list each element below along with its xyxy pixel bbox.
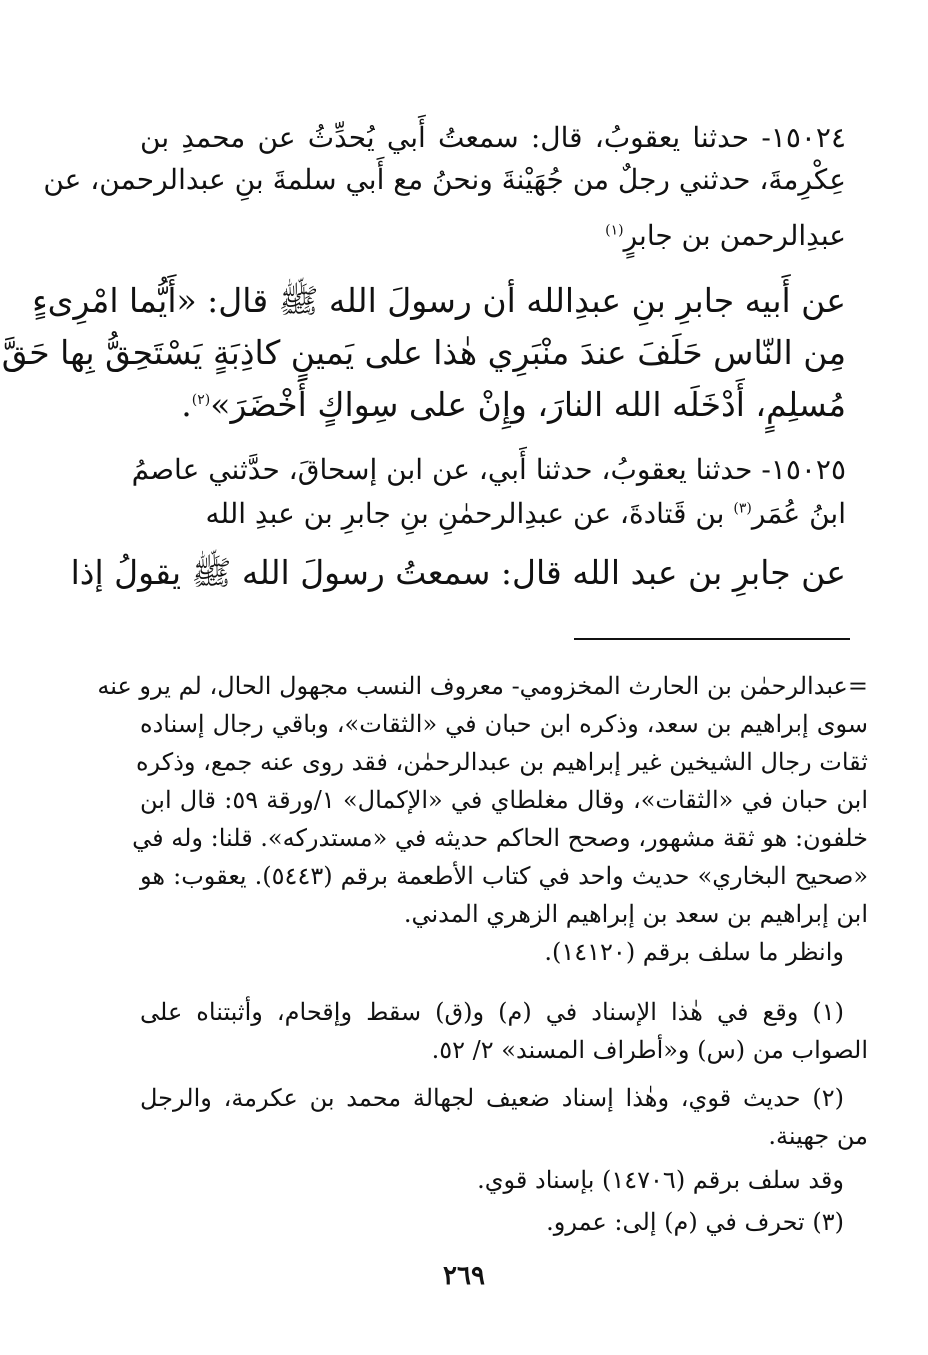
footnote-1-line-2: الصواب من (س) و«أطراف المسند» ٢/ ٥٢. bbox=[431, 1036, 868, 1064]
footnote-cont-line-6: «صحيح البخاري» حديث واحد في كتاب الأطعمة برقم (٥٤٤٣). يعقوب: هو bbox=[140, 862, 869, 890]
footnote-ref-2: (٢) bbox=[191, 392, 211, 408]
footnote-cont-tail: وانظر ما سلف برقم (١٤١٢٠). bbox=[544, 938, 844, 966]
hadith-15024-matn-line-2: مِن النّاس حَلَفَ عندَ منْبَرِي هٰذا على يَمينٍ كاذِبَةٍ يَسْتَحِقُّ بِها حَقَّ bbox=[1, 333, 846, 372]
footnote-2-line-2: من جهينة. bbox=[768, 1122, 868, 1150]
footnote-1-line-1: (١) وقع في هٰذا الإسناد في (م) و(ق) سقط وإقحام، وأثبتناه على bbox=[140, 998, 844, 1026]
footnote-cont-line-4: ابن حبان في «الثقات»، وقال مغلطاي في «الإكمال» ١/ورقة ٥٩: قال ابن bbox=[140, 786, 869, 814]
isnad-text-a: ابنُ عُمَر bbox=[751, 497, 846, 530]
isnad-text-b: بن قَتادةَ، عن عبدِالرحمٰنِ بنِ جابرِ بن عبدِ الله bbox=[205, 497, 734, 530]
footnote-2-tail: وقد سلف برقم (١٤٧٠٦) بإسناد قوي. bbox=[477, 1166, 844, 1194]
hadith-15024-isnad-line-1: ١٥٠٢٤- حدثنا يعقوبُ، قال: سمعتُ أَبي يُحدِّثُ عن محمدِ بن bbox=[140, 121, 846, 154]
footnote-ref-3: (٣) bbox=[733, 500, 752, 517]
hadith-15025-isnad-line-2 bbox=[140, 494, 846, 534]
isnad-text: عبدِالرحمن بن جابرٍ bbox=[623, 219, 846, 252]
footnote-2-line-1: (٢) حديث قوي، وهٰذا إسناد ضعيف لجهالة محمد بن عكرمة، والرجل bbox=[140, 1084, 844, 1112]
hadith-15024-isnad-line-2: عِكْرِمةَ، حدثني رجلٌ من جُهَيْنةَ ونحنُ مع أَبي سلمةَ بنِ عبدالرحمن، عن bbox=[43, 163, 846, 196]
footnote-cont-line-3: ثقات رجال الشيخين غير إبراهيم بن عبدالرحمٰن، فقد روى عنه جمع، وذكره bbox=[135, 748, 868, 776]
page-number: ٢٦٩ bbox=[443, 1261, 485, 1291]
hadith-15025-isnad-line-1: ١٥٠٢٥- حدثنا يعقوبُ، حدثنا أَبي، عن ابن إسحاقَ، حدَّثني عاصمُ bbox=[131, 453, 846, 486]
footnote-cont-line-2: سوى إبراهيم بن سعد، وذكره ابن حبان في «الثقات»، وباقي رجال إسناده bbox=[140, 710, 868, 738]
hadith-15024-matn-line-1: عن أَبيه جابرِ بنِ عبدِالله أن رسولَ الله ﷺ قال: «أَيُّما امْرِىءٍ bbox=[32, 281, 846, 320]
hadith-15025-matn-line-1: عن جابرِ بن عبد الله قال: سمعتُ رسولَ الله ﷺ يقولُ إذا bbox=[70, 553, 846, 592]
matn-text: مُسلِمٍ، أَدْخَلَه الله النارَ، وإِنْ على سِواكٍ أَخْضَرَ» bbox=[210, 385, 846, 424]
footnote-cont-line-7: ابن إبراهيم بن سعد بن إبراهيم الزهري المدني. bbox=[403, 900, 868, 928]
matn-end: . bbox=[181, 385, 192, 424]
footnote-cont-line-1: =عبدالرحمٰن بن الحارث المخزومي- معروف النسب مجهول الحال، لم يرو عنه bbox=[97, 672, 868, 700]
hadith-15024-isnad-line-3 bbox=[140, 216, 846, 256]
hadith-15024-matn-line-3 bbox=[140, 380, 846, 430]
footnote-ref-1: (١) bbox=[605, 222, 624, 239]
footnote-cont-line-5: خلفون: هو ثقة مشهور، وصحح الحاكم حديثه في «مستدركه». قلنا: وله في bbox=[132, 824, 868, 852]
footnote-3: (٣) تحرف في (م) إلى: عمرو. bbox=[546, 1208, 844, 1236]
footnote-separator bbox=[574, 638, 850, 640]
